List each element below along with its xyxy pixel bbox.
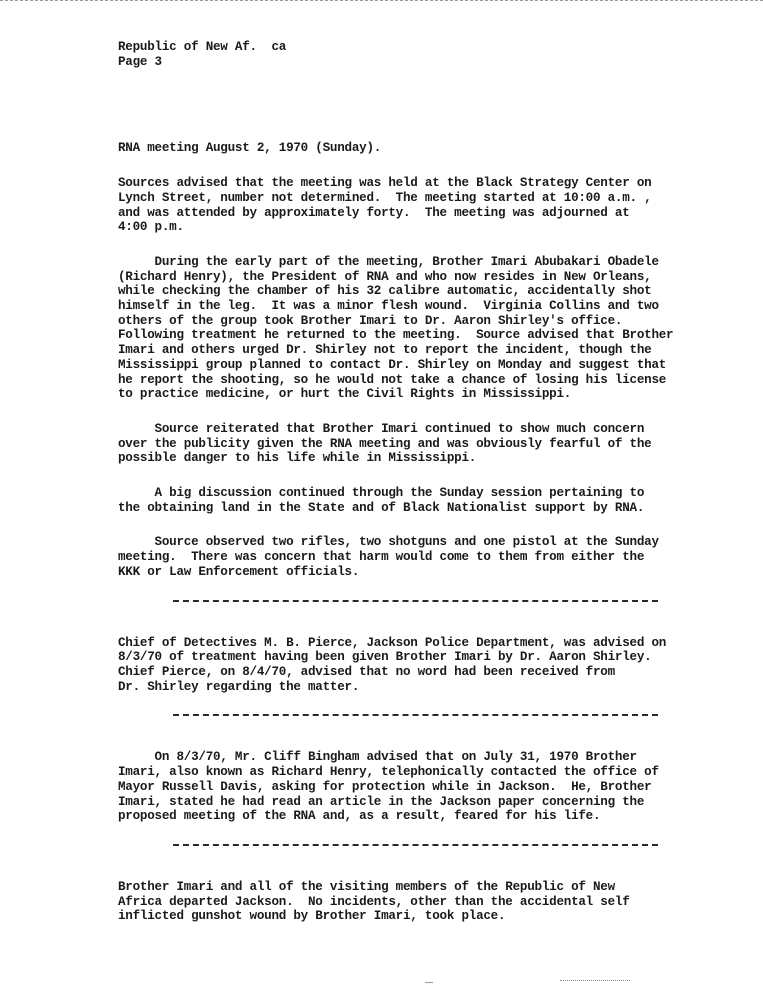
paragraph-concern: [118, 422, 698, 466]
text-line: 8/3/70 of treatment having been given Brother Imari by Dr. Aaron Shirley.: [118, 650, 652, 665]
text-line: Dr. Shirley regarding the matter.: [118, 679, 360, 694]
text-line: others of the group took Brother Imari to Dr. Aaron Shirley's office.: [118, 313, 623, 328]
text-line: Lynch Street, number not determined. The meeting started at 10:00 a.m. ,: [118, 190, 652, 205]
text-line: Chief of Detectives M. B. Pierce, Jackson Police Department, was advised on: [118, 635, 667, 650]
paragraph-weapons: [118, 535, 698, 579]
text-line: himself in the leg. It was a minor flesh wound. Virginia Collins and two: [118, 299, 659, 314]
text-line: he report the shooting, so he would not take a chance of losing his license: [118, 372, 667, 387]
text-line: 4:00 p.m.: [118, 220, 184, 235]
text-line: KKK or Law Enforcement officials.: [118, 564, 360, 579]
text-line: Imari and others urged Dr. Shirley not to report the incident, though the: [118, 343, 652, 358]
paragraph-chief-pierce: [118, 636, 698, 695]
text-line: Mayor Russell Davis, asking for protection while in Jackson. He, Brother: [118, 779, 652, 794]
text-line: to practice medicine, or hurt the Civil Rights in Mississippi.: [118, 387, 572, 402]
text-line: inflicted gunshot wound by Brother Imari, took place.: [118, 909, 506, 924]
text-line: over the publicity given the RNA meeting and was obviously fearful of the: [118, 436, 652, 451]
paragraph-bingham: [118, 750, 698, 824]
text-line: and was attended by approximately forty. The meeting was adjourned at: [118, 205, 630, 220]
meeting-title: RNA meeting August 2, 1970 (Sunday).: [118, 141, 382, 156]
text-line: (Richard Henry), the President of RNA and who now resides in New Orleans,: [118, 269, 652, 284]
text-line: Imari, also known as Richard Henry, telephonically contacted the office of: [118, 765, 659, 780]
text-line: Source reiterated that Brother Imari continued to show much concern: [118, 421, 645, 436]
text-line: Chief Pierce, on 8/4/70, advised that no word had been received from: [118, 664, 615, 679]
page-header: [118, 40, 698, 69]
text-line: On 8/3/70, Mr. Cliff Bingham advised that on July 31, 1970 Brother: [118, 750, 637, 765]
text-line: possible danger to his life while in Mississippi.: [118, 451, 477, 466]
text-line: A big discussion continued through the Sunday session pertaining to: [118, 486, 645, 501]
text-line: Imari, stated he had read an article in the Jackson paper concerning the: [118, 794, 645, 809]
page-number: Page 3: [118, 54, 162, 69]
text-line: proposed meeting of the RNA and, as a result, feared for his life.: [118, 809, 601, 824]
text-line: Source observed two rifles, two shotguns and one pistol at the Sunday: [118, 535, 659, 550]
text-line: During the early part of the meeting, Brother Imari Abubakari Obadele: [118, 254, 659, 269]
text-line: Mississippi group planned to contact Dr. Shirley on Monday and suggest that: [118, 357, 667, 372]
document-page: [118, 40, 698, 924]
text-line: Africa departed Jackson. No incidents, other than the accidental self: [118, 894, 630, 909]
page-mark: [425, 982, 433, 983]
paragraph-discussion: [118, 486, 698, 515]
text-line: Following treatment he returned to the meeting. Source advised that Brother: [118, 328, 674, 343]
text-line: while checking the chamber of his 32 calibre automatic, accidentally shot: [118, 284, 652, 299]
text-line: the obtaining land in the State and of Black Nationalist support by RNA.: [118, 500, 645, 515]
paragraph-departure: [118, 880, 698, 924]
text-line: Brother Imari and all of the visiting members of the Republic of New: [118, 879, 615, 894]
page-top-edge: [0, 0, 763, 1]
paragraph-early-meeting: [118, 255, 698, 402]
paragraph-sources: [118, 176, 698, 235]
text-line: Sources advised that the meeting was held at the Black Strategy Center on: [118, 176, 652, 191]
page-mark: [560, 980, 630, 981]
text-line: meeting. There was concern that harm would come to them from either the: [118, 550, 645, 565]
header-line: Republic of New Af. ca: [118, 40, 287, 54]
